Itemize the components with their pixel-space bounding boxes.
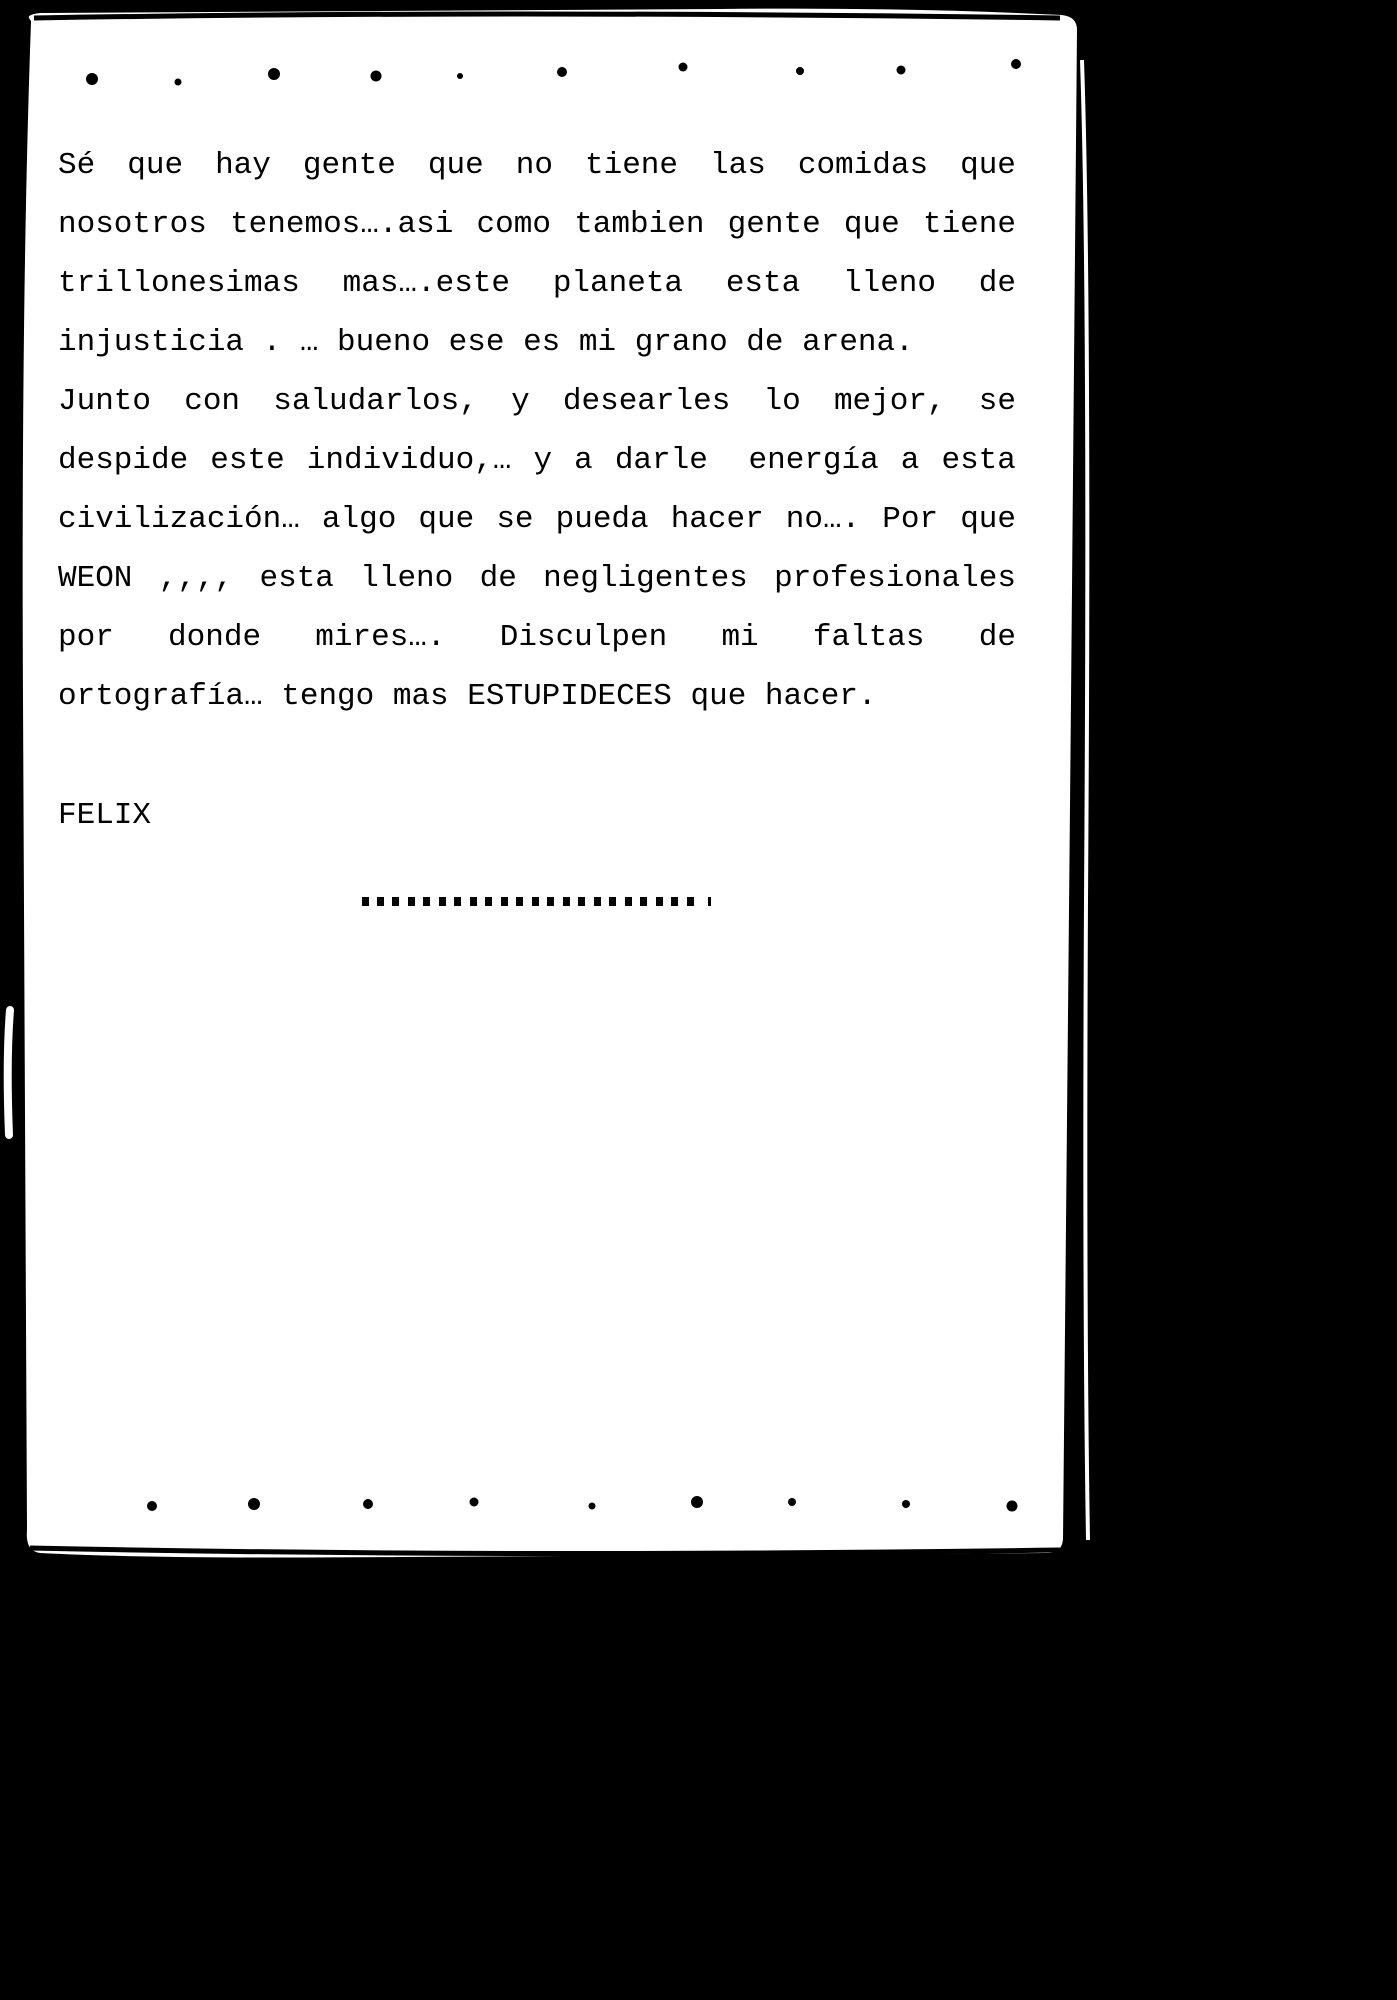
letter-word: lleno <box>360 561 454 596</box>
letter-word: de <box>479 561 517 596</box>
letter-word: hay <box>215 148 271 183</box>
letter-word: faltas <box>812 620 925 655</box>
letter-word: lo <box>763 384 801 419</box>
letter-word: que <box>418 502 475 537</box>
letter-word: despide <box>58 443 189 478</box>
letter-word: que <box>843 207 900 242</box>
letter-word: profesionales <box>774 561 1016 596</box>
letter-line <box>58 136 1016 195</box>
letter-word: se <box>496 502 534 537</box>
letter-word: darle <box>614 443 708 478</box>
letter-word: saludarlos, <box>273 384 478 419</box>
letter-word: ortografía… tengo mas ESTUPIDECES que hacer. <box>58 679 877 714</box>
letter-word: mejor, <box>833 384 946 419</box>
letter-word: Junto <box>58 384 152 419</box>
letter-word: que <box>427 148 484 183</box>
letter-word: energía <box>729 443 879 478</box>
letter-word: se <box>978 384 1016 419</box>
letter-word: de <box>978 266 1016 301</box>
letter-word: gente <box>727 207 821 242</box>
dotted-separator <box>362 897 711 906</box>
letter-word: como <box>476 207 551 242</box>
letter-word: las <box>710 148 766 183</box>
letter-word: y <box>533 443 553 478</box>
letter-line <box>58 490 1016 549</box>
letter-word: mires…. <box>315 620 446 655</box>
letter-word: pueda <box>555 502 649 537</box>
letter-word: nosotros <box>58 207 207 242</box>
letter-word: desearles <box>562 384 731 419</box>
letter-word: Sé <box>58 148 96 183</box>
letter-word: WEON <box>58 561 133 596</box>
letter-word: mi <box>721 620 759 655</box>
letter-word: por <box>58 620 114 655</box>
letter-line <box>58 195 1016 254</box>
letter-line <box>58 549 1016 608</box>
letter-word: tiene <box>584 148 678 183</box>
letter-line <box>58 608 1016 667</box>
letter-word: Por <box>882 502 939 537</box>
edge-sliver-left <box>8 1010 10 1135</box>
letter-word: no <box>515 148 553 183</box>
letter-word: donde <box>168 620 262 655</box>
letter-word: tiene <box>922 207 1016 242</box>
letter-word: injusticia . … bueno ese es mi grano de arena. <box>58 325 914 360</box>
letter-word: individuo,… <box>306 443 512 478</box>
letter-word: hacer <box>670 502 764 537</box>
letter-word: que <box>960 148 1016 183</box>
letter-word: este <box>210 443 285 478</box>
letter-word: civilización… <box>58 502 300 537</box>
letter-word: de <box>978 620 1016 655</box>
letter-line <box>58 372 1016 431</box>
letter-line <box>58 667 1016 726</box>
letter-word: algo <box>321 502 397 537</box>
letter-line <box>58 254 1016 313</box>
letter-word: tambien <box>574 207 705 242</box>
letter-word: ,,,, <box>158 561 234 596</box>
letter-word: y <box>511 384 530 419</box>
letter-word: a <box>574 443 593 478</box>
letter-word: que <box>960 502 1016 537</box>
letter-word: esta <box>259 561 334 596</box>
letter-word: comidas <box>797 148 929 183</box>
letter-word: mas….este <box>342 266 511 301</box>
letter-word: que <box>127 148 184 183</box>
letter-word: gente <box>302 148 396 183</box>
letter-body <box>58 136 1016 726</box>
letter-line <box>58 431 1016 490</box>
letter-word: trillonesimas <box>58 266 300 301</box>
letter-word: con <box>184 384 241 419</box>
letter-word: esta <box>941 443 1016 478</box>
letter-word: a <box>900 443 920 478</box>
letter-word: Disculpen <box>499 620 668 655</box>
letter-word: no…. <box>785 502 861 537</box>
letter-line <box>58 313 1016 372</box>
letter-word: negligentes <box>543 561 748 596</box>
signature: FELIX <box>58 798 152 833</box>
letter-word: planeta <box>552 266 684 301</box>
letter-word: lleno <box>843 266 937 301</box>
letter-word: esta <box>725 266 801 301</box>
letter-word: tenemos….asi <box>230 207 454 242</box>
